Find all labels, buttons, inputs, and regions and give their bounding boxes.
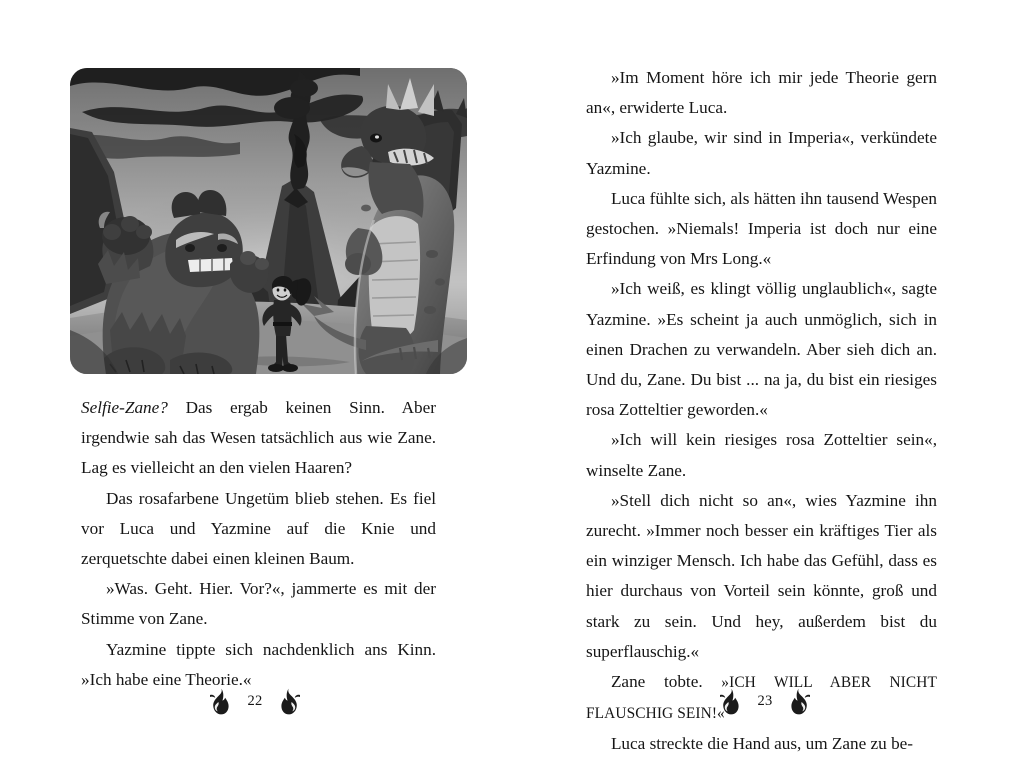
page-number: 23 <box>757 693 773 709</box>
flame-icon <box>280 688 301 715</box>
text-run: Yazmine tippte sich nachdenklich ans Kinn. »Ich habe eine Theorie.« <box>81 639 436 689</box>
text-run: Luca fühlte sich, als hätten ihn tausend Wespen gestochen. »Niemals! Imperia ist doch nur eine Erfindung von Mrs Long.« <box>586 188 937 269</box>
text-run: »Ich will kein riesiges rosa Zotteltier sein«, winselte Zane. <box>586 430 937 480</box>
body-paragraph <box>81 393 436 484</box>
right-page-body-text <box>586 63 937 760</box>
text-run: Das rosafarbene Ungetüm blieb stehen. Es fiel vor Luca und Yazmine auf die Knie und zerquetschte dabei einen kleinen Baum. <box>81 488 436 569</box>
shouted-text: »ICH WILL ABER NICHT FLAUSCHIG SEIN!« <box>586 674 937 723</box>
body-paragraph <box>586 63 937 123</box>
body-paragraph <box>81 635 436 695</box>
body-paragraph <box>586 486 937 667</box>
left-page-body-text <box>81 393 436 695</box>
left-page-footer <box>0 688 510 715</box>
text-run: Zane tobte. <box>610 672 722 692</box>
emphasis-text: Selfie-Zane? <box>81 398 168 417</box>
illustration-frame <box>70 68 467 374</box>
illustration-artwork <box>70 68 467 374</box>
body-paragraph <box>586 425 937 485</box>
text-run: »Ich glaube, wir sind in Imperia«, verkündete Yazmine. <box>586 128 937 178</box>
body-paragraph <box>81 574 436 634</box>
flame-icon <box>209 688 230 715</box>
flame-icon <box>790 688 811 715</box>
text-run: Das ergab keinen Sinn. Aber irgendwie sah das Wesen tatsächlich aus wie Zane. Lag es vielleicht an den vielen Haaren? <box>81 398 436 478</box>
text-run: »Stell dich nicht so an«, wies Yazmine ihn zurecht. »Immer noch besser ein kräftiges Tier als ein winziger Mensch. Ich habe das Gefühl, dass es hier durchaus von Vorteil sein könnte, groß und stark zu sein. Und hey, außerdem bist du superflauschig.« <box>586 490 937 661</box>
body-paragraph <box>586 274 937 425</box>
text-run: »Ich weiß, es klingt völlig unglaublich«, sagte Yazmine. »Es scheint ja auch unmöglich, sich in einen Drachen zu verwandeln. Aber sieh dich an. Und du, Zane. Du bist ... na ja, du bist ein riesiges rosa Zotteltier geworden.« <box>586 279 937 420</box>
body-paragraph <box>586 184 937 275</box>
body-paragraph <box>586 123 937 183</box>
text-run: Luca streckte die Hand aus, um Zane zu be- <box>610 734 914 754</box>
body-paragraph <box>586 729 937 759</box>
text-run: »Im Moment höre ich mir jede Theorie gern an«, erwiderte Luca. <box>586 68 937 118</box>
body-paragraph <box>81 484 436 575</box>
text-run: »Was. Geht. Hier. Vor?«, jammerte es mit der Stimme von Zane. <box>81 579 436 629</box>
right-page-footer <box>510 688 1020 715</box>
flame-icon <box>719 688 740 715</box>
page-number: 22 <box>247 693 263 709</box>
right-page <box>510 0 1020 783</box>
chapter-illustration <box>70 68 467 374</box>
